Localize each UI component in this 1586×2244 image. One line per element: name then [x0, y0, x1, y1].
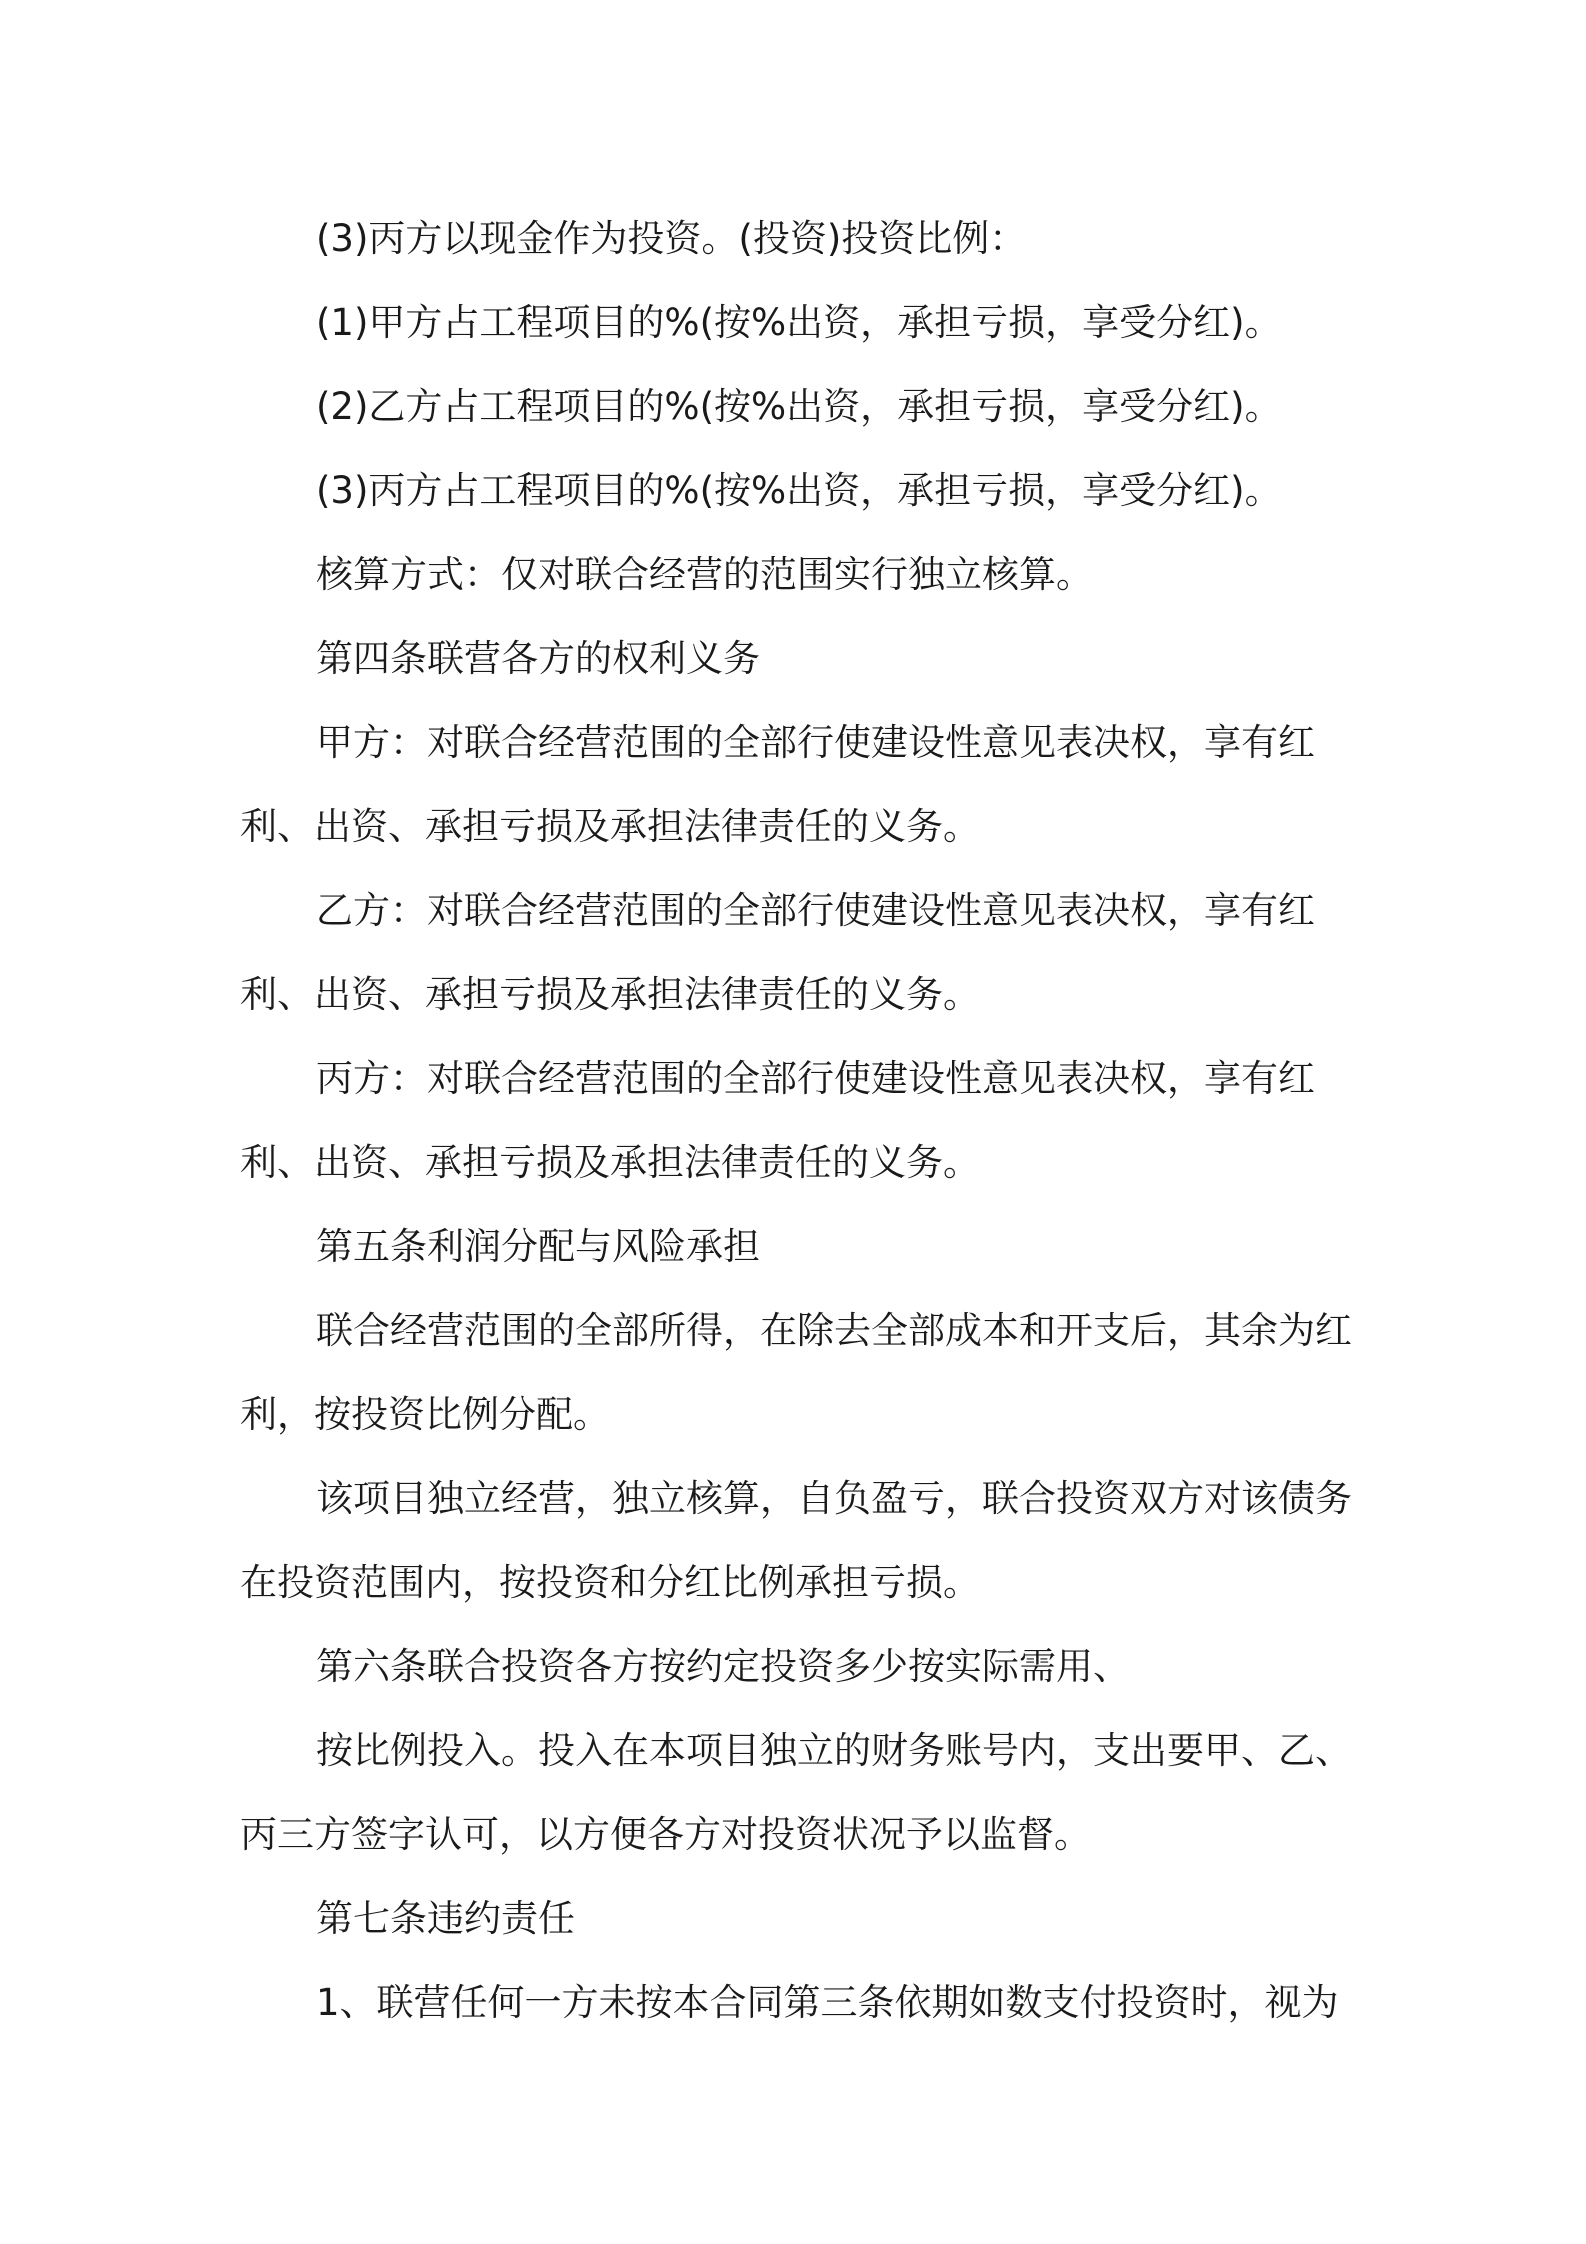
document-body	[240, 197, 1356, 2045]
paragraph-ratio-party-b: (2)乙方占工程项目的%(按%出资，承担亏损，享受分红)。	[316, 385, 1282, 428]
paragraph-breach-clause-1: 1、联营任何一方未按本合同第三条依期如数支付投资时，视为	[316, 1981, 1339, 2024]
paragraph-ratio-party-c: (3)丙方占工程项目的%(按%出资，承担亏损，享受分红)。	[316, 469, 1282, 512]
paragraph-accounting-method: 核算方式：仅对联合经营的范围实行独立核算。	[316, 553, 1093, 596]
paragraph-investment-cash: (3)丙方以现金作为投资。(投资)投资比例：	[316, 217, 1027, 260]
section-heading-article-7: 第七条违约责任	[316, 1897, 575, 1940]
section-heading-article-6: 第六条联合投资各方按约定投资多少按实际需用、	[316, 1645, 1130, 1688]
paragraph-independent-accounting: 该项目独立经营，独立核算，自负盈亏，联合投资双方对该债务在投资范围内，按投资和分红比例承担亏损。	[240, 1477, 1352, 1604]
paragraph-rights-party-b: 乙方：对联合经营范围的全部行使建设性意见表决权，享有红利、出资、承担亏损及承担法律责任的义务。	[240, 889, 1315, 1016]
paragraph-ratio-party-a: (1)甲方占工程项目的%(按%出资，承担亏损，享受分红)。	[316, 301, 1282, 344]
paragraph-rights-party-a: 甲方：对联合经营范围的全部行使建设性意见表决权，享有红利、出资、承担亏损及承担法律责任的义务。	[240, 721, 1315, 848]
paragraph-investment-deposit: 按比例投入。投入在本项目独立的财务账号内，支出要甲、乙、丙三方签字认可，以方便各方对投资状况予以监督。	[240, 1729, 1352, 1856]
paragraph-rights-party-c: 丙方：对联合经营范围的全部行使建设性意见表决权，享有红利、出资、承担亏损及承担法律责任的义务。	[240, 1057, 1315, 1184]
paragraph-profit-distribution: 联合经营范围的全部所得，在除去全部成本和开支后，其余为红利，按投资比例分配。	[240, 1309, 1352, 1436]
section-heading-article-4: 第四条联营各方的权利义务	[316, 637, 760, 680]
section-heading-article-5: 第五条利润分配与风险承担	[316, 1225, 760, 1268]
